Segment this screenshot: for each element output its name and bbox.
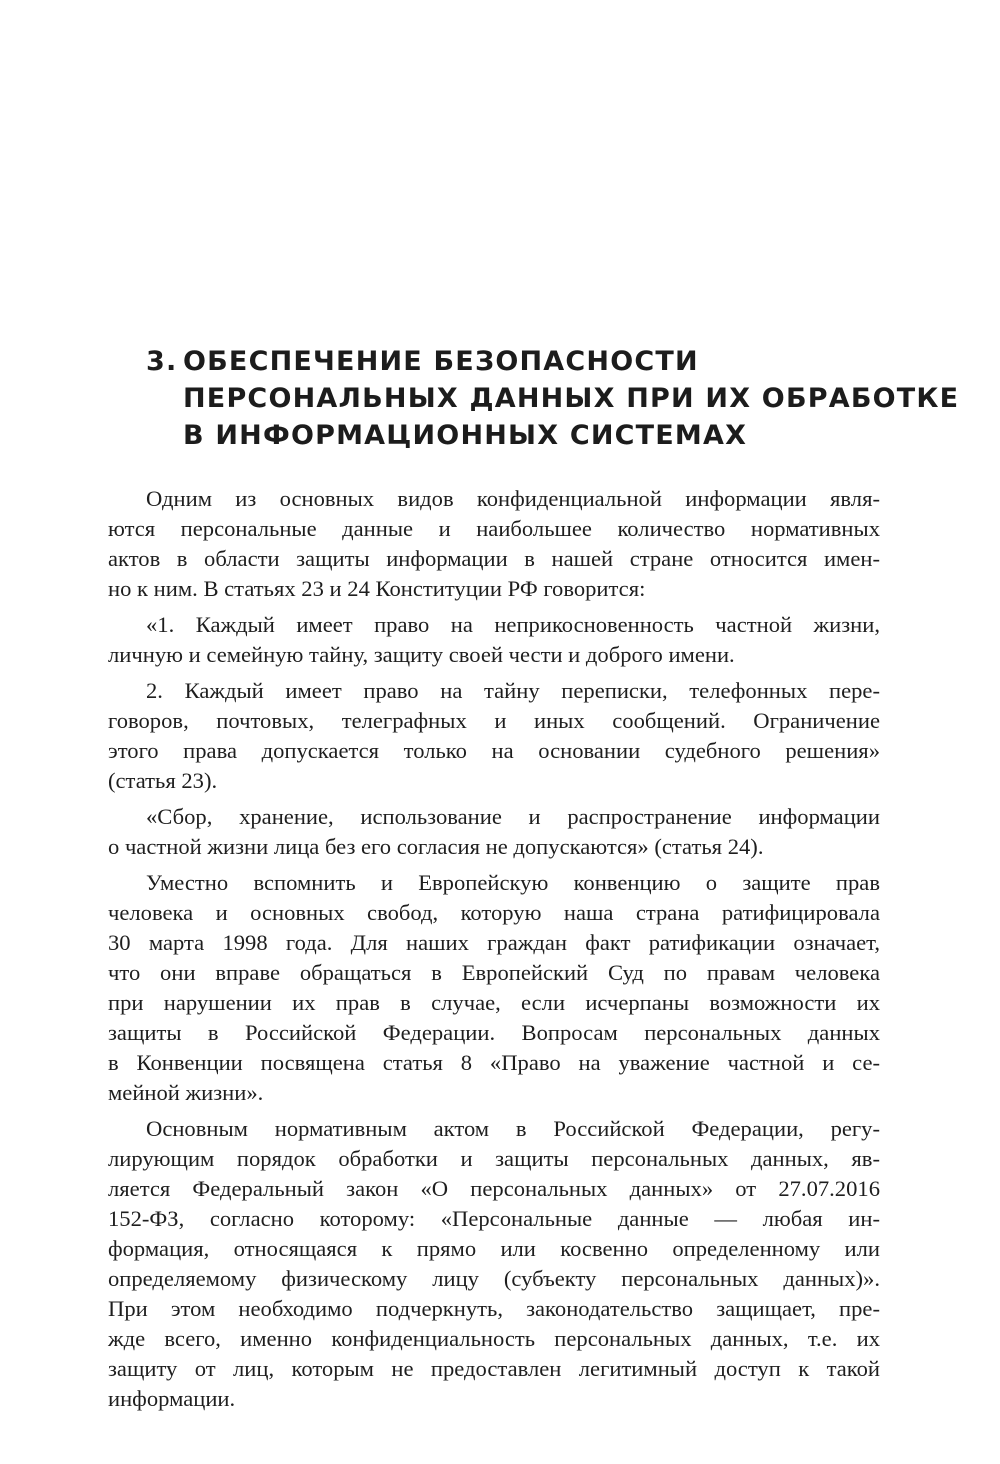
text-line: (статья 23).	[108, 768, 218, 793]
paragraph-convention	[108, 868, 880, 1108]
text-line: Уместно вспомнить и Европейскую конвенцию о защите прав	[146, 870, 880, 895]
text-line: при нарушении их прав в случае, если исчерпаны возможности их	[108, 990, 880, 1015]
text-line: актов в области защиты информации в нашей стране относится имен-	[108, 546, 880, 571]
paragraph-quote-2	[108, 676, 880, 796]
text-line: формация, относящаяся к прямо или косвенно определенному или	[108, 1236, 880, 1261]
text-line: что они вправе обращаться в Европейский Суд по правам человека	[108, 960, 880, 985]
text-line: говоров, почтовых, телеграфных и иных сообщений. Ограничение	[108, 708, 880, 733]
text-line: мейной жизни».	[108, 1080, 264, 1105]
chapter-title-line: ОБЕСПЕЧЕНИЕ БЕЗОПАСНОСТИ	[183, 346, 699, 377]
chapter-number: 3.	[146, 346, 178, 377]
chapter-heading-line	[146, 417, 906, 454]
text-line: человека и основных свобод, которую наша страна ратифицировала	[108, 900, 880, 925]
text-line: определяемому физическому лицу (субъекту персональных данных)».	[108, 1266, 880, 1291]
chapter-heading	[146, 343, 960, 454]
text-line: в Конвенции посвящена статья 8 «Право на уважение частной и се-	[108, 1050, 880, 1075]
text-line: 152-ФЗ, согласно которому: «Персональные данные — любая ин-	[108, 1206, 880, 1231]
text-line: защиту от лиц, которым не предоставлен легитимный доступ к такой	[108, 1356, 880, 1381]
text-line: «Сбор, хранение, использование и распространение информации	[146, 804, 880, 829]
chapter-heading-line	[146, 343, 906, 380]
text-line: о частной жизни лица без его согласия не допускаются» (статья 24).	[108, 834, 764, 859]
text-line: 30 марта 1998 года. Для наших граждан факт ратификации означает,	[108, 930, 880, 955]
text-line: но к ним. В статьях 23 и 24 Конституции РФ говорится:	[108, 576, 646, 601]
text-line: Основным нормативным актом в Российской Федерации, регу-	[146, 1116, 880, 1141]
body-text	[108, 484, 880, 1420]
text-line: ляется Федеральный закон «О персональных данных» от 27.07.2016	[108, 1176, 880, 1201]
text-line: лирующим порядок обработки и защиты персональных данных, яв-	[108, 1146, 880, 1171]
chapter-title-line: ПЕРСОНАЛЬНЫХ ДАННЫХ ПРИ ИХ ОБРАБОТКЕ	[183, 383, 960, 414]
chapter-title-line: В ИНФОРМАЦИОННЫХ СИСТЕМАХ	[183, 420, 748, 451]
text-line: «1. Каждый имеет право на неприкосновенность частной жизни,	[146, 612, 880, 637]
chapter-heading-line	[146, 380, 960, 417]
text-line: Одним из основных видов конфиденциальной информации явля-	[146, 486, 880, 511]
paragraph-federal-law	[108, 1114, 880, 1414]
text-line: При этом необходимо подчеркнуть, законодательство защищает, пре-	[108, 1296, 880, 1321]
text-line: этого права допускается только на основании судебного решения»	[108, 738, 880, 763]
text-line: ются персональные данные и наибольшее количество нормативных	[108, 516, 880, 541]
paragraph-intro	[108, 484, 880, 604]
paragraph-quote-3	[108, 802, 880, 862]
text-line: личную и семейную тайну, защиту своей чести и доброго имени.	[108, 642, 735, 667]
text-line: защиты в Российской Федерации. Вопросам персональных данных	[108, 1020, 880, 1045]
text-line: жде всего, именно конфиденциальность персональных данных, т.е. их	[108, 1326, 880, 1351]
paragraph-quote-1	[108, 610, 880, 670]
text-line: 2. Каждый имеет право на тайну переписки, телефонных пере-	[146, 678, 880, 703]
text-line: информации.	[108, 1386, 236, 1411]
